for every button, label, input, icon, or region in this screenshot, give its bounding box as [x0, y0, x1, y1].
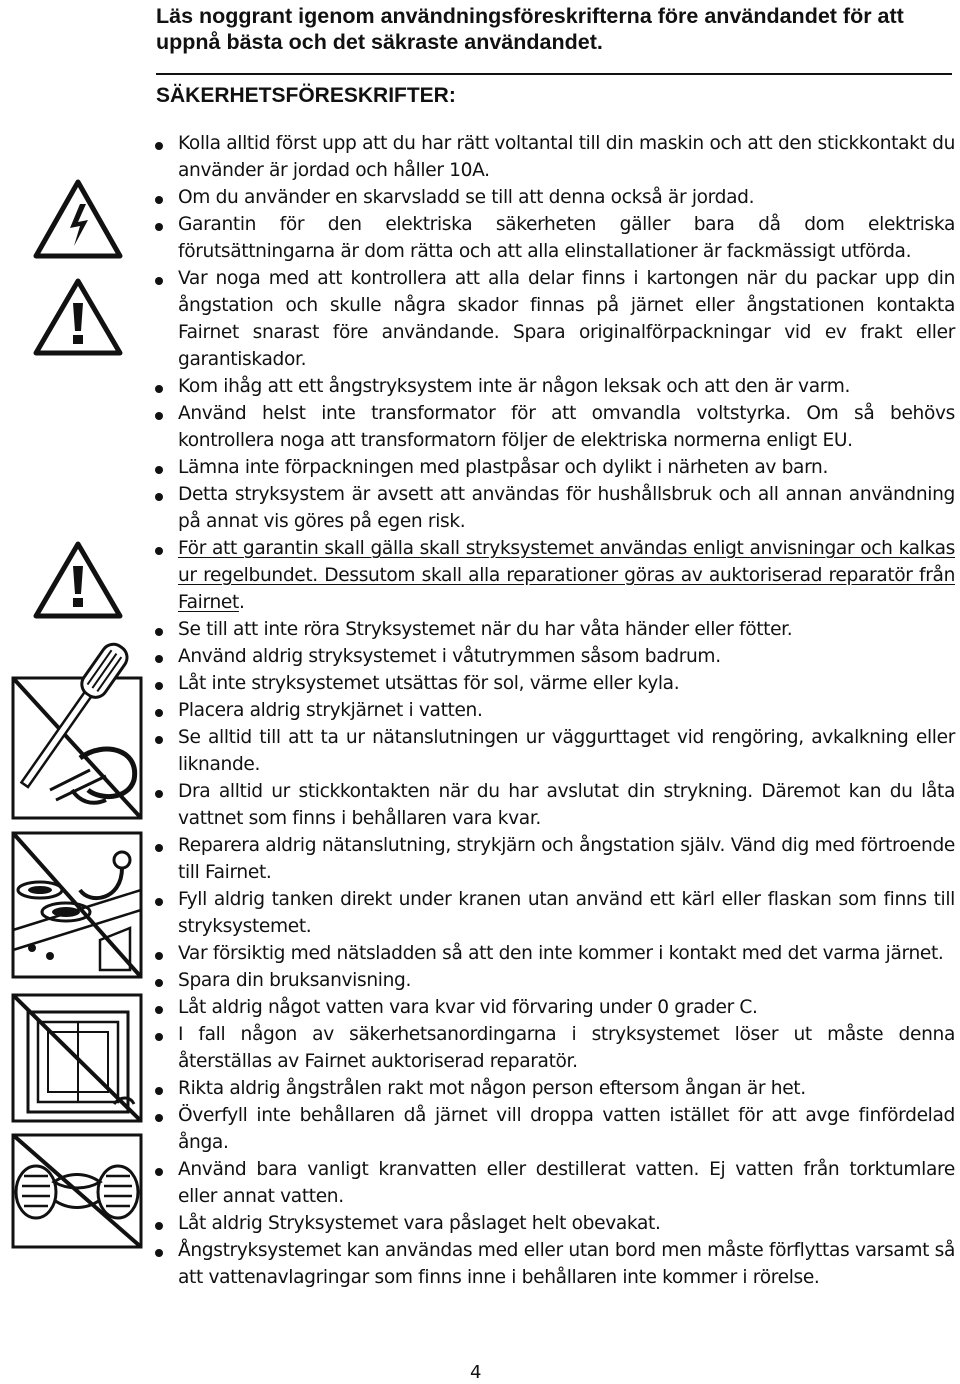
page-number: 4 [470, 1362, 482, 1383]
list-item: Kom ihåg att ett ångstryksystem inte är någon leksak och att den är varm. [178, 373, 955, 400]
no-window-sun-icon [10, 992, 146, 1124]
list-item: Detta stryksystem är avsett att användas för hushållsbruk och all annan användning på annat vis göres på egen risk. [178, 481, 955, 535]
list-item: Ångstryksystemet kan användas med eller utan bord men måste förflyttas varsamt så att vattenavlagringar som finns inne i behållaren inte kommer i rörelse. [178, 1237, 955, 1291]
electric-hazard-icon [32, 178, 124, 260]
list-item: Överfyll inte behållaren då järnet vill droppa vatten istället för att avge finfördelad ånga. [178, 1102, 955, 1156]
list-item: Använd helst inte transformator för att omvandla voltstyrka. Om så behövs kontrollera noga att transformatorn följer de elektriska normerna enligt EU. [178, 400, 955, 454]
divider [156, 73, 952, 75]
list-item: Var försiktig med nätsladden så att den inte kommer i kontakt med det varma järnet. [178, 940, 955, 967]
list-item: Var noga med att kontrollera att alla delar finns i kartongen när du packar upp din ångstation och skulle några skador finnas på järnet eller ångstationen kontakta Fairnet snarast före användande. Spara originalförpackningar vid ev frakt eller garantiskador. [178, 265, 955, 373]
safety-list [178, 130, 955, 1291]
list-item: Använd bara vanligt kranvatten eller destillerat vatten. Ej vatten från torktumlare eller annat vatten. [178, 1156, 955, 1210]
list-item-warranty [178, 535, 955, 616]
list-item: Spara din bruksanvisning. [178, 967, 955, 994]
underlined-text: För att garantin skall gälla skall stryksystemet användas enligt anvisningar och kalkas ur regelbundet. Dessutom skall alla reparationer göras av auktoriserad reparatör från Fairnet [178, 538, 955, 613]
list-item: Se alltid till att ta ur nätanslutningen ur väggurttaget vid rengöring, avkalkning eller liknande. [178, 724, 955, 778]
list-item: Rikta aldrig ångstrålen rakt mot någon person eftersom ångan är het. [178, 1075, 955, 1102]
list-item: Om du använder en skarvsladd se till att denna också är jordad. [178, 184, 955, 211]
no-cooktop-icon [10, 830, 146, 980]
list-item: Låt inte stryksystemet utsättas för sol, värme eller kyla. [178, 670, 955, 697]
list-item: Låt aldrig Stryksystemet vara påslaget helt obevakat. [178, 1210, 955, 1237]
list-item: Lämna inte förpackningen med plastpåsar och dylikt i närheten av barn. [178, 454, 955, 481]
section-heading: SÄKERHETSFÖRESKRIFTER: [156, 84, 456, 107]
list-item: Se till att inte röra Stryksystemet när du har våta händer eller fötter. [178, 616, 955, 643]
list-item: Garantin för den elektriska säkerheten gäller bara då dom elektriska förutsättningarna är dom rätta och att alla elinstallationer är fackmässigt utförda. [178, 211, 955, 265]
warning-icon [32, 277, 124, 357]
list-item: I fall någon av säkerhetsanordingarna i stryksystemet löser ut måste denna återställas av Fairnet auktoriserad reparatör. [178, 1021, 955, 1075]
intro-text: Läs noggrant igenom användningsföreskrifterna före användandet för att uppnå bästa och det säkraste användandet. [156, 4, 904, 54]
list-item: Fyll aldrig tanken direkt under kranen utan använd ett kärl eller flaskan som finns till stryksystemet. [178, 886, 955, 940]
list-item: Dra alltid ur stickkontakten när du har avslutat din strykning. Däremot kan du låta vattnet som finns i behållaren vara kvar. [178, 778, 955, 832]
list-item: Låt aldrig något vatten vara kvar vid förvaring under 0 grader C. [178, 994, 955, 1021]
no-wet-hands-icon [10, 1132, 146, 1250]
list-item: Placera aldrig strykjärnet i vatten. [178, 697, 955, 724]
no-screwdriver-repair-icon [10, 640, 146, 822]
list-item: Använd aldrig stryksystemet i våtutrymmen såsom badrum. [178, 643, 955, 670]
list-item: Reparera aldrig nätanslutning, strykjärn och ångstation själv. Vänd dig med förtroende till Fairnet. [178, 832, 955, 886]
underlined-tail: . [238, 592, 245, 613]
warning-icon [32, 540, 124, 620]
list-item: Kolla alltid först upp att du har rätt voltantal till din maskin och att den stickkontakt du använder är jordad och håller 10A. [178, 130, 955, 184]
